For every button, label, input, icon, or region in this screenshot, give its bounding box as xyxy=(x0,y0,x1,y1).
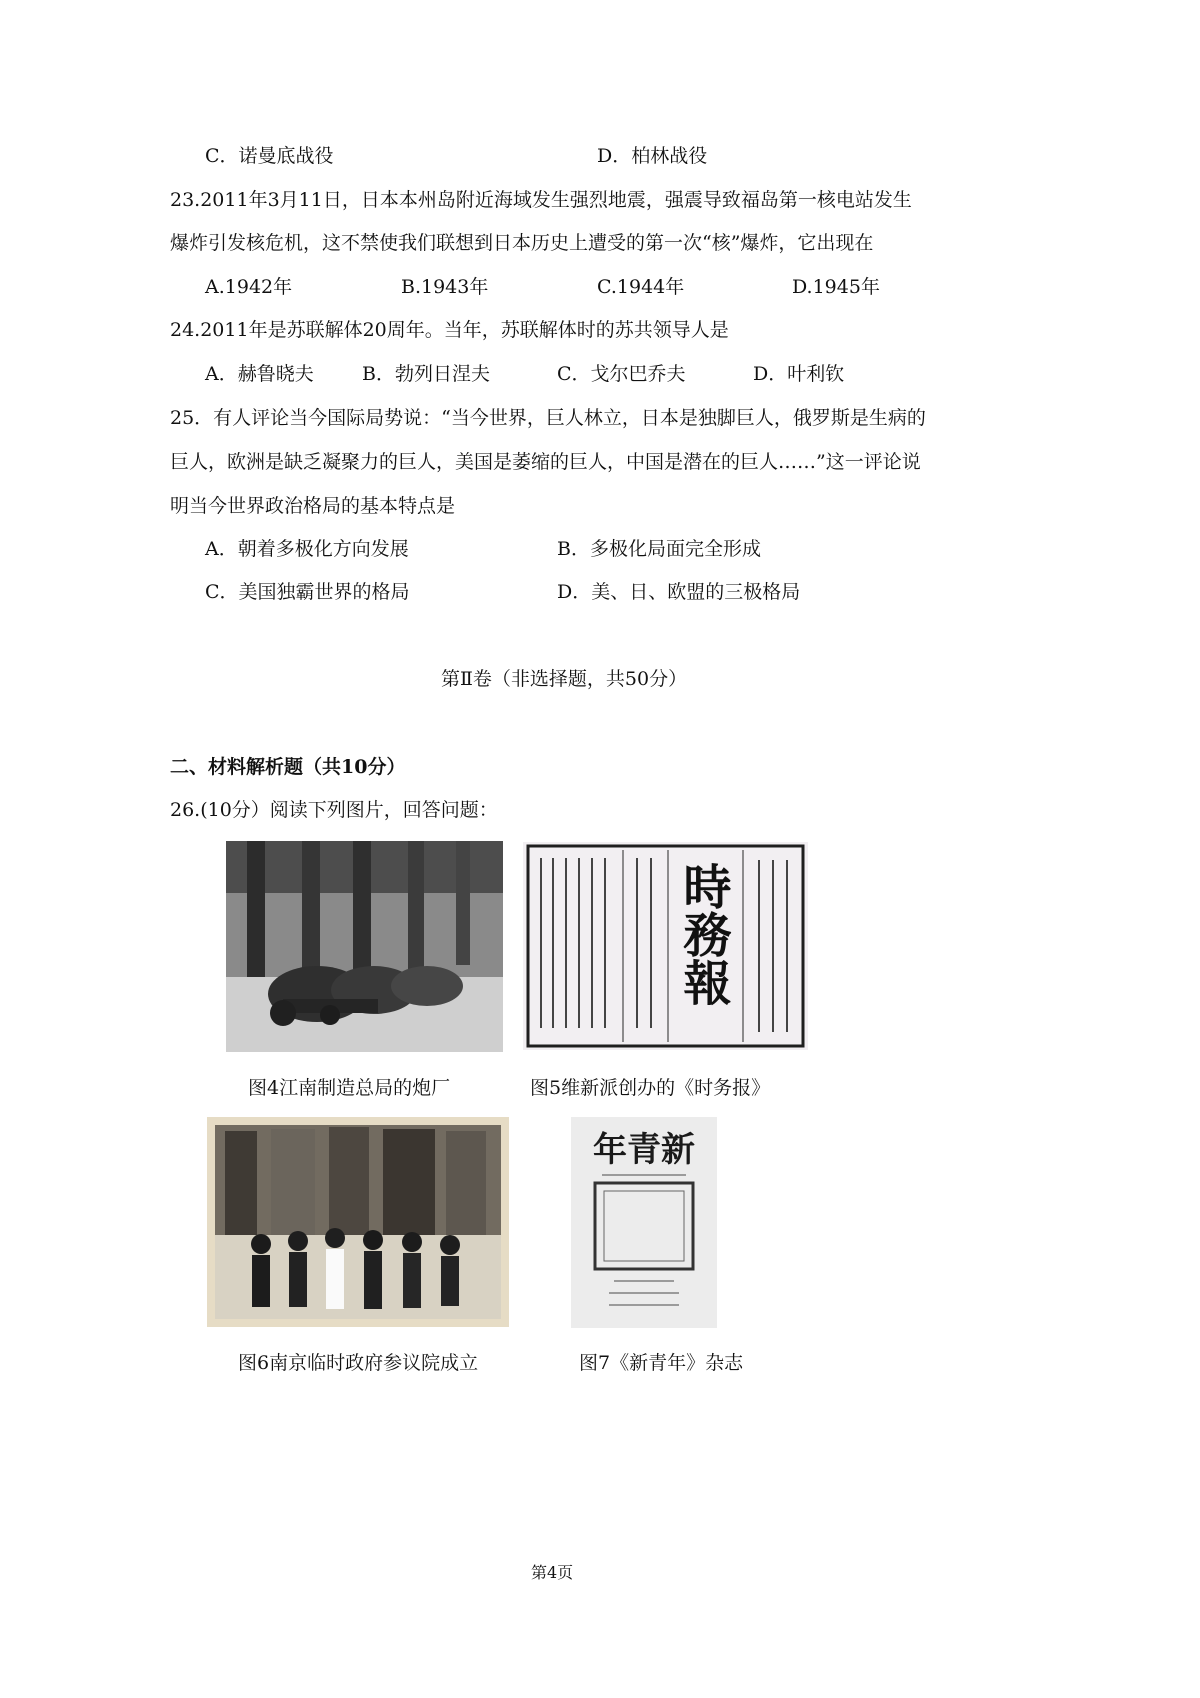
q25-option-b: B．多极化局面完全形成 xyxy=(557,538,761,560)
shiwubao-title: 時務報 xyxy=(675,862,731,1006)
q24-option-d: D．叶利钦 xyxy=(753,363,845,385)
q24-stem: 24.2011年是苏联解体20周年。当年，苏联解体时的苏共领导人是 xyxy=(170,319,729,341)
newspaper-illustration xyxy=(523,842,808,1050)
factory-photo-illustration xyxy=(226,841,503,1052)
factory-photo xyxy=(226,841,503,1052)
q24-option-a: A．赫鲁晓夫 xyxy=(205,363,314,385)
xinqingnian-title: 年青新 xyxy=(593,1130,695,1170)
q23-option-d: D.1945年 xyxy=(792,276,880,298)
group-photo xyxy=(207,1117,509,1327)
magazine-photo xyxy=(571,1117,717,1328)
q25-line-2: 巨人，欧洲是缺乏凝聚力的巨人，美国是萎缩的巨人，中国是潜在的巨人……”这一评论说 xyxy=(170,451,921,473)
figure-6-caption: 图6南京临时政府参议院成立 xyxy=(238,1352,479,1374)
section-ii-heading: 第Ⅱ卷（非选择题，共50分） xyxy=(441,668,688,690)
q25-option-c: C．美国独霸世界的格局 xyxy=(205,581,410,603)
group-photo-illustration xyxy=(207,1117,509,1327)
page-number: 第4页 xyxy=(531,1563,574,1582)
q25-line-1: 25．有人评论当今国际局势说：“当今世界，巨人林立，日本是独脚巨人，俄罗斯是生病的 xyxy=(170,407,926,429)
q25-option-a: A．朝着多极化方向发展 xyxy=(205,538,409,560)
q25-option-d: D．美、日、欧盟的三极格局 xyxy=(557,581,801,603)
q23-line-2: 爆炸引发核危机，这不禁使我们联想到日本历史上遭受的第一次“核”爆炸，它出现在 xyxy=(170,232,874,254)
q25-line-3: 明当今世界政治格局的基本特点是 xyxy=(170,495,456,517)
q24-option-b: B．勃列日涅夫 xyxy=(362,363,490,385)
q23-option-c: C.1944年 xyxy=(597,276,685,298)
q22-option-d: D．柏林战役 xyxy=(597,145,708,167)
figure-5-caption: 图5维新派创办的《时务报》 xyxy=(530,1077,771,1099)
figure-7-caption: 图7《新青年》杂志 xyxy=(579,1352,744,1374)
q22-option-c: C．诺曼底战役 xyxy=(205,145,334,167)
q26-stem: 26.(10分）阅读下列图片，回答问题： xyxy=(170,799,498,821)
figure-4-caption: 图4江南制造总局的炮厂 xyxy=(248,1077,451,1099)
q23-option-a: A.1942年 xyxy=(205,276,293,298)
newspaper-photo xyxy=(523,842,808,1050)
q23-line-1: 23.2011年3月11日，日本本州岛附近海域发生强烈地震，强震导致福岛第一核电站发生 xyxy=(170,189,912,211)
q23-option-b: B.1943年 xyxy=(401,276,489,298)
section-2-title: 二、材料解析题（共10分） xyxy=(170,756,406,778)
q24-option-c: C．戈尔巴乔夫 xyxy=(557,363,686,385)
